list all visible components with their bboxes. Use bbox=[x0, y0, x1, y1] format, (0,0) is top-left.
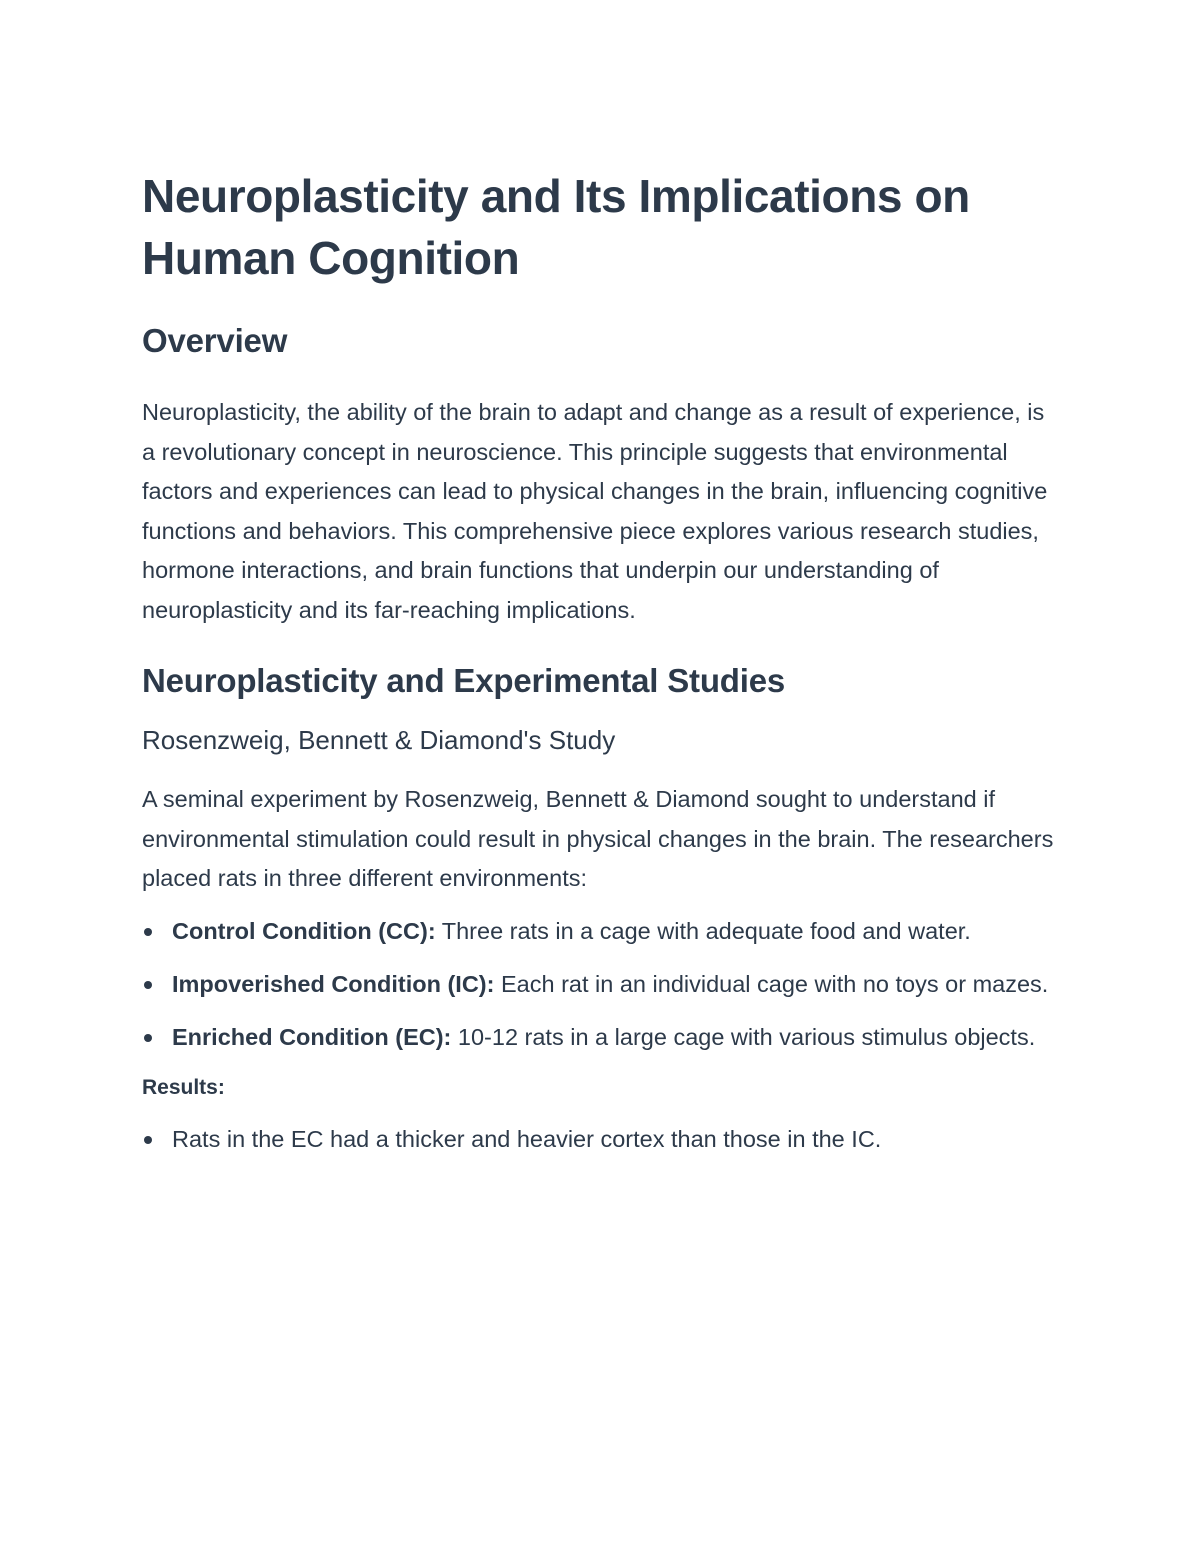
study-heading: Rosenzweig, Bennett & Diamond's Study bbox=[142, 725, 616, 755]
overview-paragraph: Neuroplasticity, the ability of the brain to adapt and change as a result of experience, is a revolutionary concept in neuroscience. This principle suggests that environmental factors and experiences can lead to physical changes in the brain, influencing cognitive functions and behaviors. This comprehensive piece explores various research studies, hormone interactions, and brain functions that underpin our understanding of neuroplasticity and its far-reaching implications. bbox=[142, 399, 1048, 623]
results-label: Results: bbox=[142, 1076, 225, 1099]
study-intro-paragraph: A seminal experiment by Rosenzweig, Bennett & Diamond sought to understand if environmental stimulation could result in physical changes in the brain. The researchers placed rats in three different environments: bbox=[142, 786, 1054, 891]
bullet-icon bbox=[144, 928, 152, 936]
bullet-icon bbox=[144, 1136, 152, 1144]
condition-text: Three rats in a cage with adequate food and water. bbox=[435, 917, 971, 944]
bullet-icon bbox=[144, 981, 152, 989]
experimental-studies-heading: Neuroplasticity and Experimental Studies bbox=[142, 662, 786, 699]
list-item bbox=[142, 1120, 1062, 1160]
list-item bbox=[142, 1018, 1062, 1058]
condition-label: Impoverished Condition (IC): bbox=[172, 971, 495, 997]
condition-label: Enriched Condition (EC): bbox=[172, 1023, 452, 1050]
document-page bbox=[142, 165, 1062, 1160]
condition-label: Control Condition (CC): bbox=[172, 917, 436, 944]
conditions-list bbox=[142, 912, 1062, 1058]
condition-text: Each rat in an individual cage with no toys or mazes. bbox=[494, 971, 1049, 997]
bullet-icon bbox=[144, 1034, 152, 1042]
result-text: Rats in the EC had a thicker and heavier cortex than those in the IC. bbox=[172, 1126, 882, 1152]
condition-text: 10-12 rats in a large cage with various stimulus objects. bbox=[451, 1023, 1036, 1050]
overview-heading: Overview bbox=[142, 322, 288, 359]
document-title: Neuroplasticity and Its Implications on Human Cognition bbox=[142, 170, 970, 284]
list-item bbox=[142, 912, 1062, 952]
list-item bbox=[142, 965, 1062, 1005]
results-list bbox=[142, 1120, 1062, 1160]
